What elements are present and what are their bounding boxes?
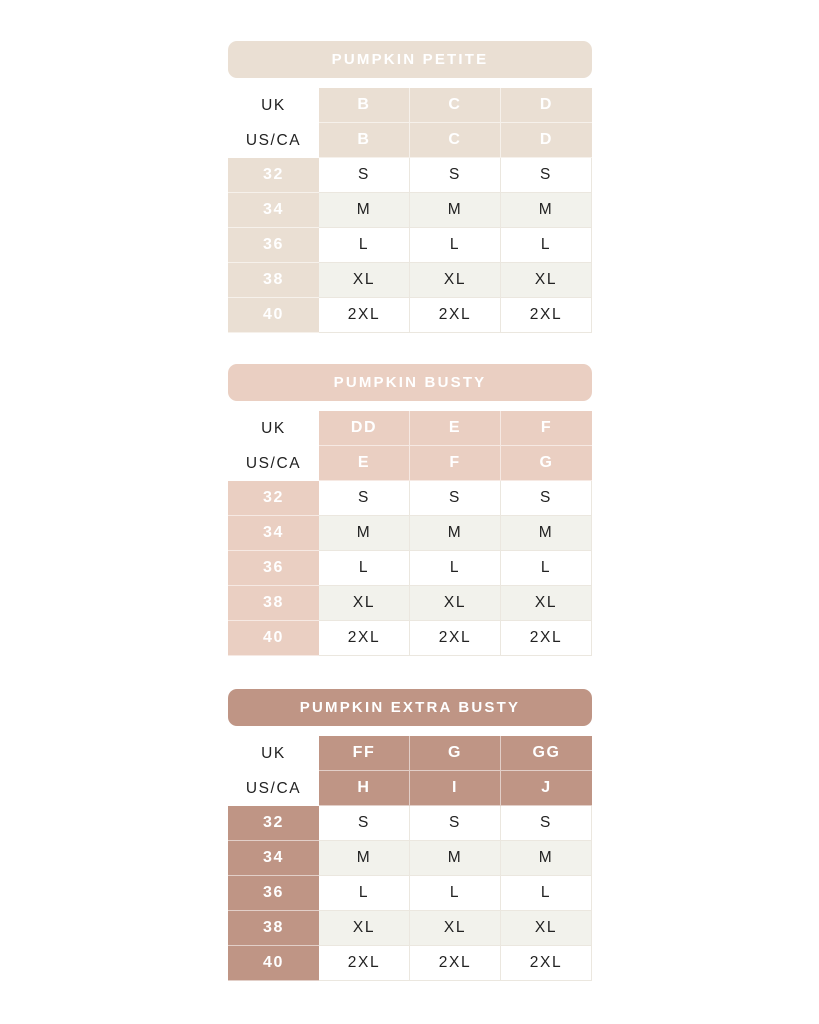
band-size: 32 [228, 158, 319, 193]
table-row [228, 586, 592, 621]
us-cup-row [228, 771, 592, 806]
table-row [228, 876, 592, 911]
uk-cup-row [228, 411, 592, 446]
garment-size: S [319, 481, 410, 516]
garment-size: L [410, 551, 501, 586]
garment-size: M [319, 193, 410, 228]
size-grid [228, 736, 592, 982]
uk-label: UK [261, 96, 286, 114]
garment-size: 2XL [501, 946, 592, 981]
garment-size: L [319, 551, 410, 586]
cup-size-header: B [319, 123, 410, 158]
table-row [228, 621, 592, 656]
uk-label: UK [261, 419, 286, 437]
table-row [228, 516, 592, 551]
size-grid [228, 411, 592, 657]
band-size: 40 [228, 946, 319, 981]
garment-size: 2XL [501, 298, 592, 333]
size-table [228, 41, 592, 334]
band-size: 38 [228, 586, 319, 621]
garment-size: S [410, 481, 501, 516]
garment-size: L [501, 551, 592, 586]
garment-size: XL [410, 586, 501, 621]
garment-size: 2XL [319, 298, 410, 333]
band-size: 38 [228, 911, 319, 946]
uk-cup-row [228, 736, 592, 771]
garment-size: M [410, 193, 501, 228]
cup-size-header: E [410, 411, 501, 446]
cup-size-header: F [410, 446, 501, 481]
cup-size-header: B [319, 88, 410, 123]
cup-size-header: E [319, 446, 410, 481]
cup-size-header: DD [319, 411, 410, 446]
garment-size: XL [319, 586, 410, 621]
cup-size-header: D [501, 88, 592, 123]
garment-size: M [319, 516, 410, 551]
band-size: 38 [228, 263, 319, 298]
cup-size-header: C [410, 123, 501, 158]
garment-size: XL [410, 911, 501, 946]
garment-size: M [410, 516, 501, 551]
garment-size: 2XL [410, 946, 501, 981]
garment-size: M [319, 841, 410, 876]
garment-size: XL [410, 263, 501, 298]
cup-size-header: FF [319, 736, 410, 771]
size-table [228, 364, 592, 657]
garment-size: XL [501, 911, 592, 946]
table-row [228, 228, 592, 263]
band-size: 32 [228, 481, 319, 516]
cup-size-header: C [410, 88, 501, 123]
size-grid [228, 88, 592, 334]
cup-size-header: D [501, 123, 592, 158]
usca-label: US/CA [245, 454, 302, 472]
garment-size: XL [319, 263, 410, 298]
garment-size: M [410, 841, 501, 876]
us-cup-row [228, 123, 592, 158]
size-table [228, 689, 592, 982]
garment-size: L [501, 228, 592, 263]
cup-size-header: H [319, 771, 410, 806]
garment-size: XL [501, 586, 592, 621]
cup-size-header: J [501, 771, 592, 806]
garment-size: XL [319, 911, 410, 946]
garment-size: XL [501, 263, 592, 298]
garment-size: L [501, 876, 592, 911]
table-row [228, 158, 592, 193]
band-size: 40 [228, 621, 319, 656]
table-title: PUMPKIN PETITE [228, 41, 592, 78]
garment-size: S [501, 806, 592, 841]
garment-size: L [410, 228, 501, 263]
table-row [228, 481, 592, 516]
band-size: 36 [228, 228, 319, 263]
cup-size-header: GG [501, 736, 592, 771]
table-row [228, 841, 592, 876]
garment-size: 2XL [410, 621, 501, 656]
table-row [228, 911, 592, 946]
uk-cup-row [228, 88, 592, 123]
band-size: 34 [228, 193, 319, 228]
garment-size: M [501, 841, 592, 876]
garment-size: S [319, 158, 410, 193]
garment-size: 2XL [319, 621, 410, 656]
us-cup-row [228, 446, 592, 481]
table-title: PUMPKIN BUSTY [228, 364, 592, 401]
table-row [228, 946, 592, 981]
usca-label: US/CA [245, 779, 302, 797]
band-size: 36 [228, 551, 319, 586]
band-size: 32 [228, 806, 319, 841]
garment-size: 2XL [410, 298, 501, 333]
band-size: 40 [228, 298, 319, 333]
table-row [228, 551, 592, 586]
band-size: 34 [228, 841, 319, 876]
table-row [228, 193, 592, 228]
table-row [228, 298, 592, 333]
cup-size-header: I [410, 771, 501, 806]
garment-size: S [319, 806, 410, 841]
garment-size: M [501, 516, 592, 551]
band-size: 36 [228, 876, 319, 911]
cup-size-header: G [501, 446, 592, 481]
band-size: 34 [228, 516, 319, 551]
garment-size: S [501, 158, 592, 193]
table-row [228, 263, 592, 298]
garment-size: S [501, 481, 592, 516]
garment-size: L [319, 876, 410, 911]
garment-size: L [410, 876, 501, 911]
table-row [228, 806, 592, 841]
cup-size-header: F [501, 411, 592, 446]
garment-size: L [319, 228, 410, 263]
garment-size: M [501, 193, 592, 228]
garment-size: 2XL [319, 946, 410, 981]
garment-size: S [410, 806, 501, 841]
table-title: PUMPKIN EXTRA BUSTY [228, 689, 592, 726]
cup-size-header: G [410, 736, 501, 771]
usca-label: US/CA [245, 131, 302, 149]
garment-size: S [410, 158, 501, 193]
garment-size: 2XL [501, 621, 592, 656]
uk-label: UK [261, 744, 286, 762]
